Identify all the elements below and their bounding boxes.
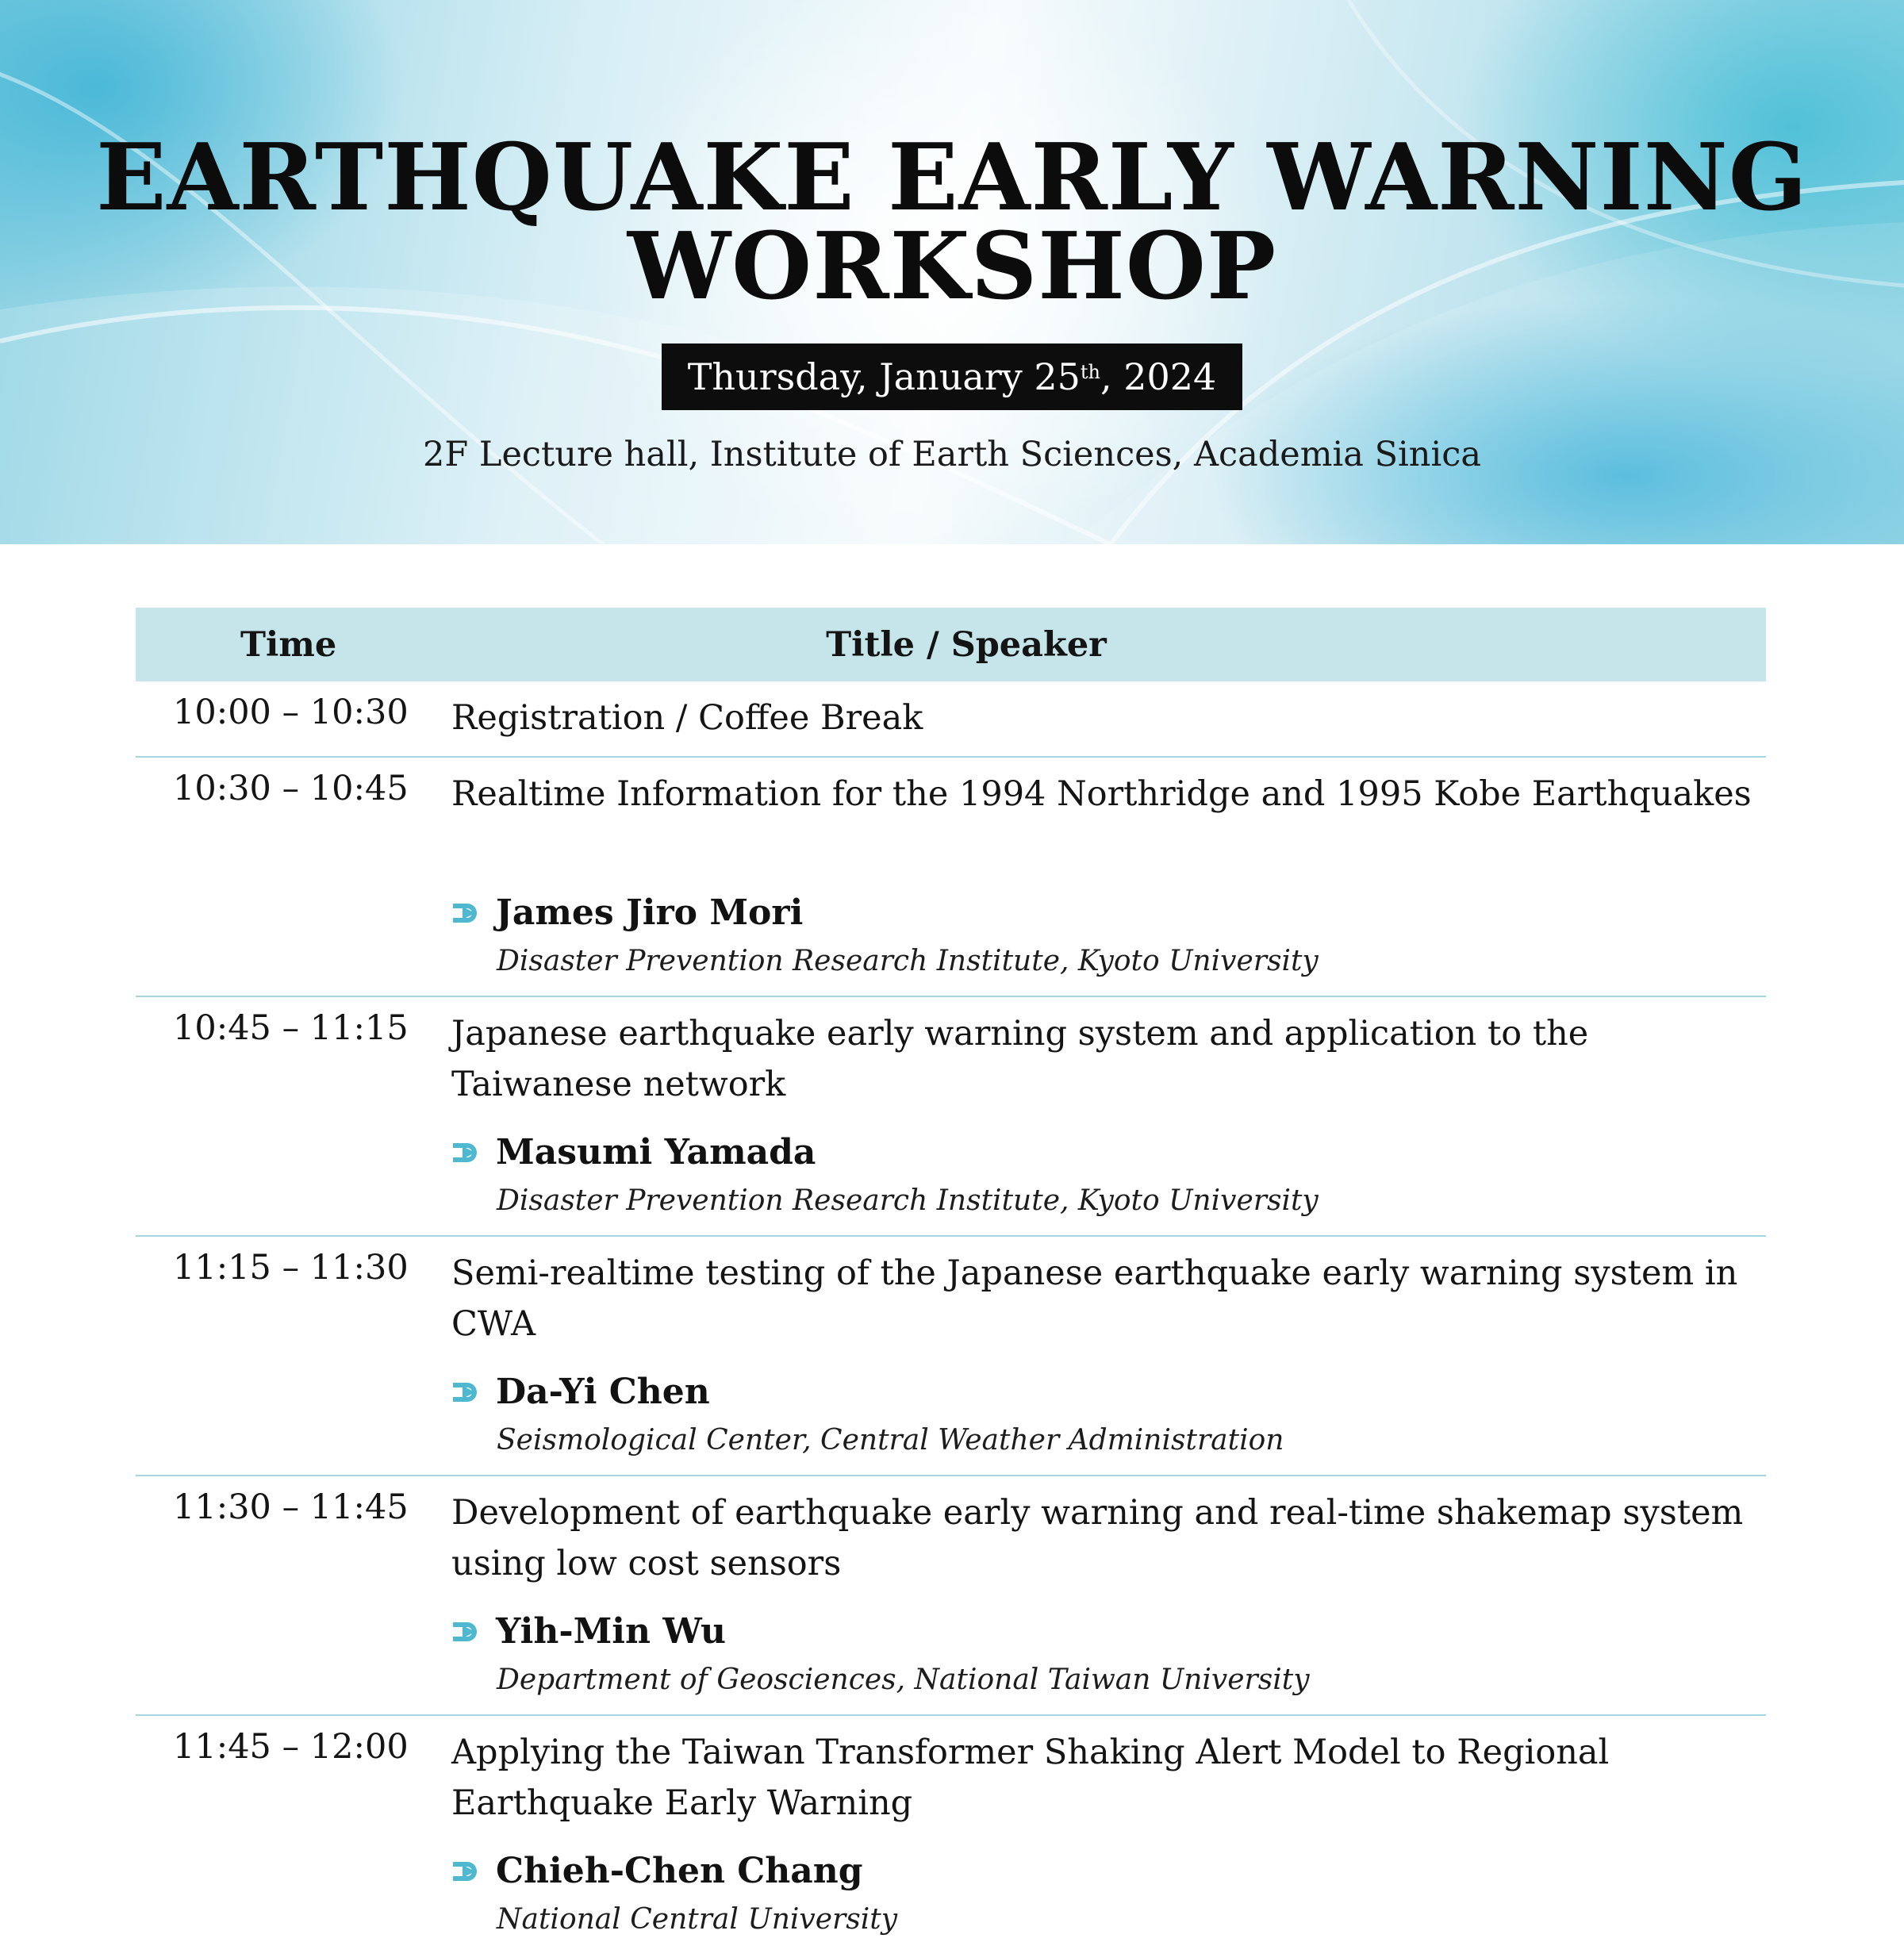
row-time: 11:15 – 11:30 — [173, 1248, 409, 1288]
header-banner — [0, 0, 1904, 544]
speaker-affiliation: Disaster Prevention Research Institute, Kyoto University — [497, 1184, 1319, 1217]
row-time: 11:30 – 11:45 — [173, 1487, 409, 1527]
speaker-affiliation: Seismological Center, Central Weather Administration — [497, 1424, 1284, 1456]
speaker-affiliation: Department of Geosciences, National Taiwan University — [497, 1664, 1310, 1696]
column-header-title-speaker: Title / Speaker — [826, 625, 1107, 665]
speaker-affiliation: National Central University — [497, 1903, 898, 1936]
arrow-right-icon — [451, 899, 482, 927]
speaker-affiliation: Disaster Prevention Research Institute, Kyoto University — [497, 945, 1319, 977]
speaker — [451, 1132, 816, 1172]
row-title: Development of earthquake early warning and real-time shakemap system using low cost sensors — [451, 1493, 1744, 1583]
title-line-2: WORKSHOP — [627, 213, 1277, 320]
speaker — [451, 1851, 863, 1891]
schedule-row — [136, 681, 1766, 758]
table-header — [136, 608, 1766, 681]
speaker — [451, 892, 803, 933]
date-suffix: th — [1080, 361, 1100, 383]
schedule-row — [136, 1716, 1766, 1942]
arrow-right-icon — [451, 1378, 482, 1407]
row-title: Registration / Coffee Break — [451, 698, 923, 738]
schedule-row — [136, 1476, 1766, 1716]
speaker — [451, 1611, 726, 1652]
row-title: Semi-realtime testing of the Japanese earthquake early warning system in CWA — [451, 1253, 1738, 1344]
page-title — [0, 124, 1904, 320]
speaker-name: Masumi Yamada — [496, 1132, 816, 1172]
row-time: 11:45 – 12:00 — [173, 1727, 409, 1767]
row-time: 10:45 – 11:15 — [173, 1008, 409, 1048]
speaker-name: Yih-Min Wu — [496, 1611, 726, 1652]
row-title: Applying the Taiwan Transformer Shaking Alert Model to Regional Earthquake Early Warning — [451, 1733, 1610, 1823]
speaker-name: Da-Yi Chen — [496, 1372, 710, 1412]
row-title: Realtime Information for the 1994 Northridge and 1995 Kobe Earthquakes — [451, 774, 1752, 814]
column-header-time: Time — [240, 625, 337, 665]
speaker-name: Chieh-Chen Chang — [496, 1851, 863, 1891]
row-title: Japanese earthquake early warning system and application to the Taiwanese network — [451, 1014, 1589, 1104]
schedule-row — [136, 1237, 1766, 1476]
arrow-right-icon — [451, 1618, 482, 1646]
row-time: 10:30 – 10:45 — [173, 769, 409, 808]
speaker — [451, 1372, 710, 1412]
date-main: Thursday, January 25 — [687, 355, 1081, 398]
date-year: , 2024 — [1100, 355, 1217, 398]
arrow-right-icon — [451, 1138, 482, 1167]
arrow-right-icon — [451, 1857, 482, 1886]
venue: 2F Lecture hall, Institute of Earth Sciences, Academia Sinica — [423, 435, 1481, 474]
date-badge — [662, 343, 1242, 410]
title-line-1: EARTHQUAKE EARLY WARNING — [96, 124, 1808, 232]
speaker-name: James Jiro Mori — [496, 892, 804, 933]
schedule-row — [136, 758, 1766, 997]
schedule-row — [136, 997, 1766, 1237]
row-time: 10:00 – 10:30 — [173, 693, 409, 732]
